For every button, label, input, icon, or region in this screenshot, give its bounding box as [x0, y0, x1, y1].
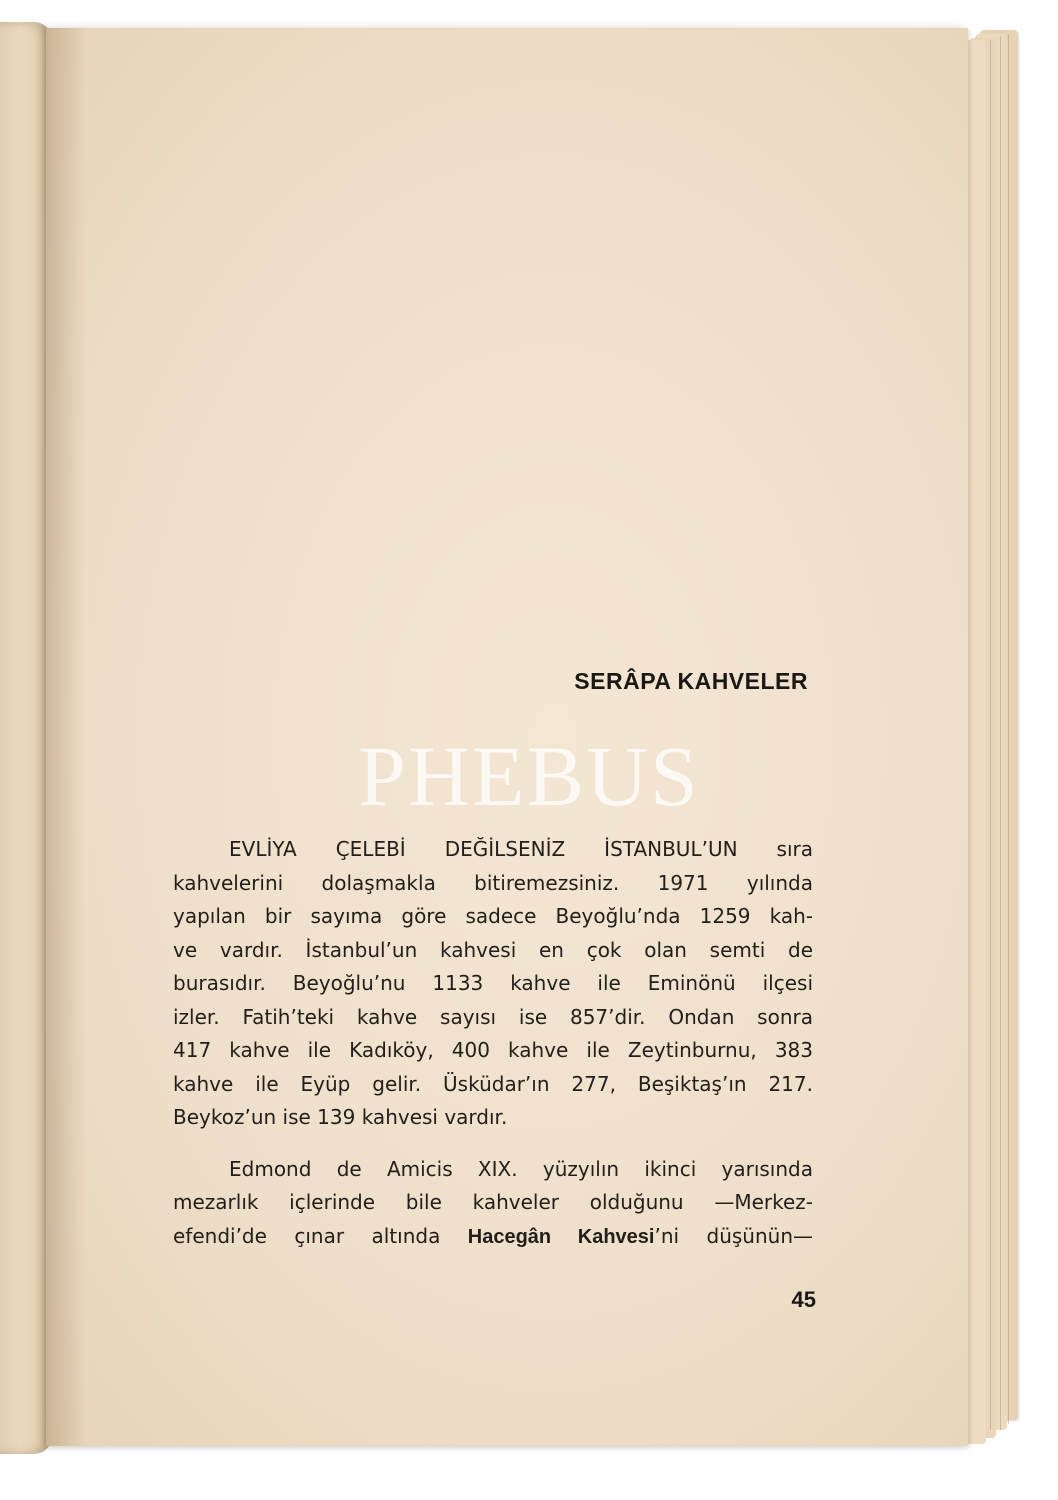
page-number: 45: [791, 1287, 816, 1312]
body-text: [173, 833, 813, 1254]
text-line: izler. Fatih’teki kahve sayısı ise 857’dir. Ondan sonra: [173, 1004, 813, 1029]
text-line: yapılan bir sayıma göre sadece Beyoğlu’nda 1259 kah-: [173, 904, 813, 928]
chapter-heading: SERÂPA KAHVELER: [574, 668, 808, 694]
text-line: kahve ile Eyüp gelir. Üsküdar’ın 277, Beşiktaş’ın 217.: [173, 1071, 813, 1096]
text-line-mixed: [173, 1220, 813, 1255]
text-line: ve vardır. İstanbul’un kahvesi en çok olan semti de: [173, 937, 813, 962]
page-gutter-shadow: [46, 28, 86, 1446]
text-line: kahvelerini dolaşmakla bitiremezsiniz. 1971 yılında: [173, 870, 813, 895]
page-stack-line: [1008, 34, 1009, 1424]
watermark: PHEBUS: [358, 728, 700, 824]
text-run: efendi’de çınar altında: [173, 1223, 468, 1248]
page-stack-line: [1000, 36, 1001, 1430]
page-stack-line: [990, 40, 991, 1430]
text-line: 417 kahve ile Kadıköy, 400 kahve ile Zeytinburnu, 383: [173, 1038, 813, 1062]
text-line: burasıdır. Beyoğlu’nu 1133 kahve ile Eminönü ilçesi: [173, 971, 813, 995]
bold-place-name: Hacegân Kahvesi: [467, 1225, 655, 1248]
text-line: mezarlık içlerinde bile kahveler olduğunu —Merkez-: [173, 1190, 813, 1214]
text-run: ’ni düşünün—: [654, 1223, 813, 1248]
text-line: Beykoz’un ise 139 kahvesi vardır.: [173, 1105, 508, 1129]
text-line: Edmond de Amicis XIX. yüzyılın ikinci yarısında: [229, 1156, 813, 1181]
page-stack-edge: [966, 40, 986, 1444]
left-page-edge: [0, 22, 52, 1454]
paragraph-gap: [173, 1135, 813, 1153]
text-line: EVLİYA ÇELEBİ DEĞİLSENİZ İSTANBUL’UN sıra: [229, 837, 813, 861]
